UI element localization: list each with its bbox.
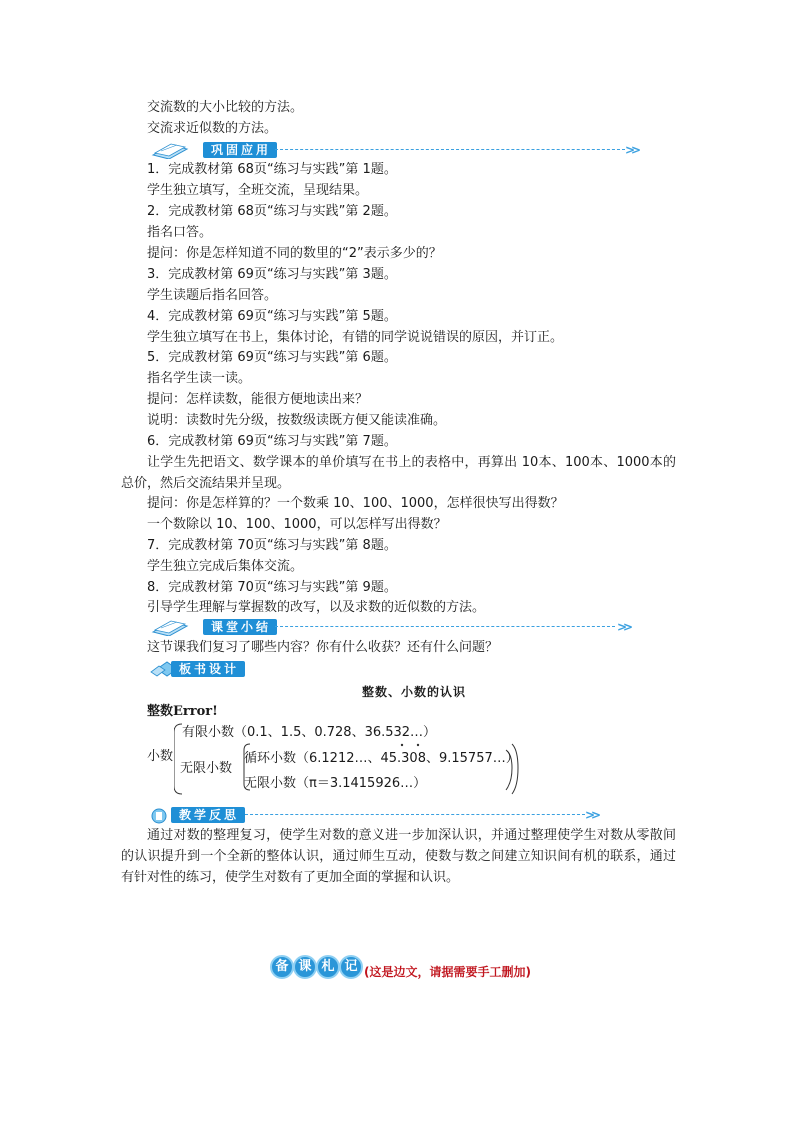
text-line: 说明：读数时先分级，按数级读既方便又能读准确。 <box>147 413 447 428</box>
text-line: 指名口答。 <box>147 225 213 240</box>
book-icon <box>147 618 207 636</box>
section-title: 板书设计 <box>171 661 245 677</box>
seal-char: 札 <box>316 955 340 979</box>
section-dash-line <box>275 149 625 150</box>
text-line: 8．完成教材第 70页“练习与实践”第 9题。 <box>147 580 397 595</box>
seal-char: 课 <box>293 955 317 979</box>
section-dash-line <box>245 814 585 815</box>
section-title: 巩固应用 <box>203 142 277 158</box>
text-line: 学生独立填写，全班交流，呈现结果。 <box>147 183 369 198</box>
section-title: 课堂小结 <box>203 619 277 635</box>
text-line: 6．完成教材第 69页“练习与实践”第 7题。 <box>147 434 397 449</box>
text-line: 1．完成教材第 68页“练习与实践”第 1题。 <box>147 162 397 177</box>
decimal-label: 小数 <box>147 749 174 764</box>
text-line: 学生独立完成后集体交流。 <box>147 559 304 574</box>
text-line: 一个数除以 10、100、1000，可以怎样写出得数？ <box>147 517 447 532</box>
board-title: 整数、小数的认识 <box>361 685 466 699</box>
text-line: 3．完成教材第 69页“练习与实践”第 3题。 <box>147 267 397 282</box>
text-line: 学生读题后指名回答。 <box>147 288 278 303</box>
infinite-decimal-label: 无限小数 <box>180 761 233 776</box>
text-line: 4．完成教材第 69页“练习与实践”第 5题。 <box>147 309 397 324</box>
text-line: 这节课我们复习了哪些内容？你有什么收获？还有什么问题？ <box>147 640 499 655</box>
double-chevron-icon: >> <box>625 143 638 157</box>
double-chevron-icon: >> <box>617 620 630 634</box>
section-title: 教学反思 <box>171 807 245 823</box>
text-line: 2．完成教材第 68页“练习与实践”第 2题。 <box>147 204 397 219</box>
reflection-paragraph: 通过对数的整理复习，使学生对数的意义进一步加深认识，并通过整理使学生对数从零散间的认识提升到一个全新的整体认识，通过师生互动，使数与数之间建立知识间有机的联系，通过有针对性的练习，使学生对数有了更加全面的掌握和认识。 <box>121 828 676 885</box>
finite-decimal: 有限小数（0.1、1.5、0.728、36.532…） <box>182 725 437 740</box>
margin-note: (这是边文，请据需要手工删加) <box>364 965 531 979</box>
seal-char: 记 <box>339 955 363 979</box>
text-line: 提问：怎样读数，能很方便地读出来？ <box>147 392 369 407</box>
text-line: 指名学生读一读。 <box>147 371 252 386</box>
paragraph: 让学生先把语文、数学课本的单价填写在书上的表格中，再算出 10本、100本、1000本的总价，然后交流结果并呈现。 <box>121 455 676 491</box>
text-line: 交流数的大小比较的方法。 <box>147 100 304 115</box>
section-header-reflection <box>147 806 607 824</box>
double-chevron-icon: >> <box>585 808 598 822</box>
text-line: 提问：你是怎样算的？一个数乘 10、100、1000，怎样很快写出得数？ <box>147 496 564 511</box>
book-icon <box>147 141 207 159</box>
noncyclic-decimal: 无限小数（π＝3.1415926…） <box>244 776 427 791</box>
section-dash-line <box>275 626 615 627</box>
text-line: 5．完成教材第 69页“练习与实践”第 6题。 <box>147 350 397 365</box>
seal-char: 备 <box>270 955 294 979</box>
section-header-summary <box>147 618 637 636</box>
text-line: 提问：你是怎样知道不同的数里的“2”表示多少的？ <box>147 246 442 261</box>
cyclic-decimal: 循环小数（6.1212…、45.308、9.15757…） <box>244 751 519 766</box>
text-line: 引导学生理解与掌握数的改写，以及求数的近似数的方法。 <box>147 600 486 615</box>
text-line: 学生独立填写在书上，集体讨论，有错的同学说说错误的原因，并订正。 <box>147 330 564 345</box>
text-line: 交流求近似数的方法。 <box>147 121 278 136</box>
section-header-board <box>147 660 257 678</box>
section-header-practice <box>147 141 637 159</box>
integer-line: 整数Error! <box>147 704 218 719</box>
text-line: 7．完成教材第 70页“练习与实践”第 8题。 <box>147 538 397 553</box>
